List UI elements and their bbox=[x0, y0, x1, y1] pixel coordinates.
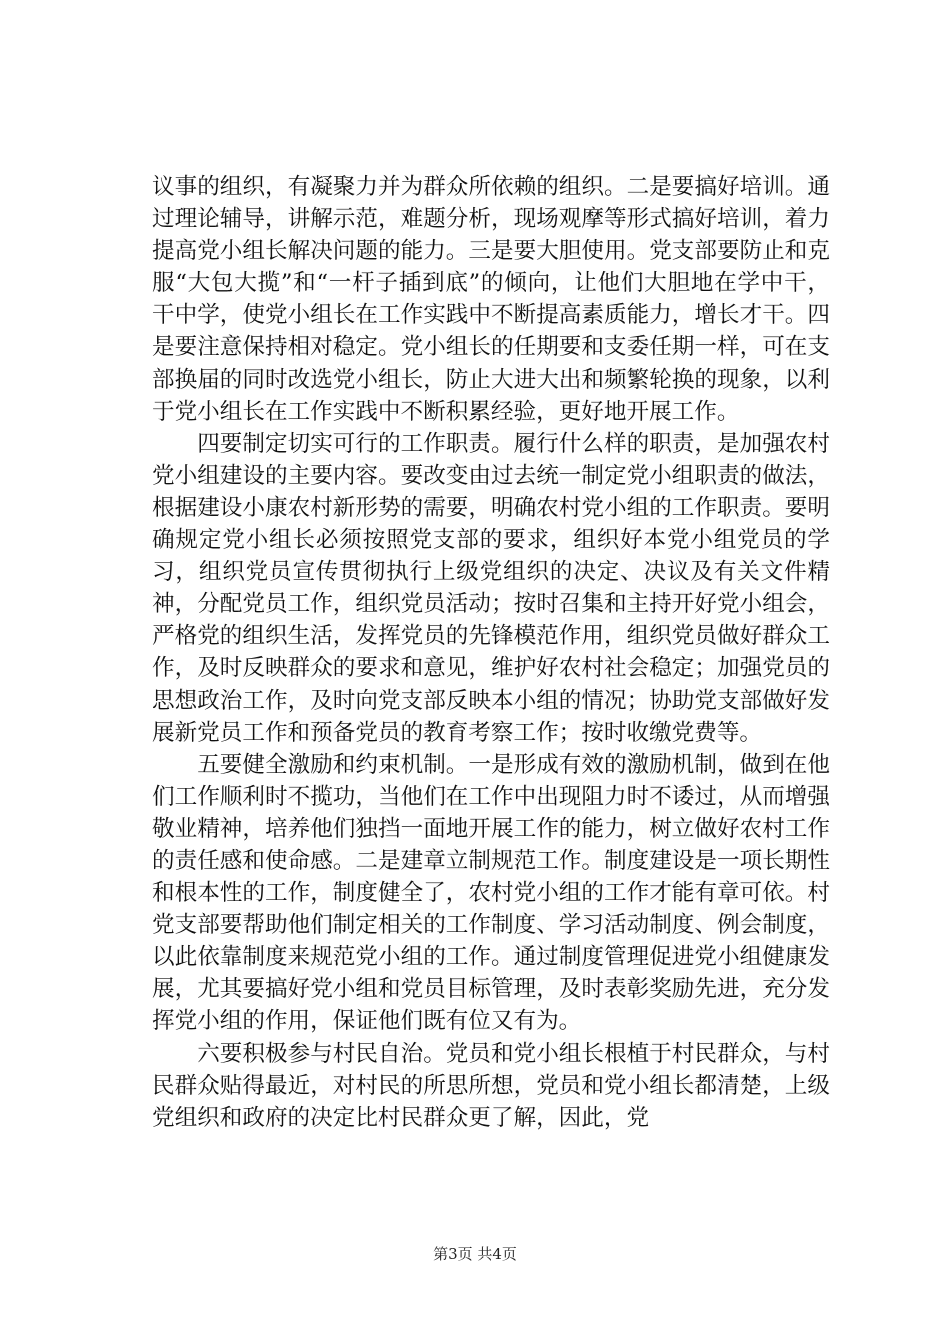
paragraph-4: 六要积极参与村民自治。党员和党小组长根植于村民群众，与村民群众贴得最近，对村民的所思所想，党员和党小组长都清楚，上级党组织和政府的决定比村民群众更了解，因此，党 bbox=[152, 1040, 830, 1131]
document-body bbox=[152, 171, 830, 1134]
paragraph-1: 议事的组织，有凝聚力并为群众所依赖的组织。二是要搞好培训。通过理论辅导，讲解示范，难题分析，现场观摩等形式搞好培训，着力提高党小组长解决问题的能力。三是要大胆使用。党支部要防止和克服“大包大揽”和“一杆子插到底”的倾向，让他们大胆地在学中干，干中学，使党小组长在工作实践中不断提高素质能力，增长才干。四是要注意保持相对稳定。党小组长的任期要和支委任期一样，可在支部换届的同时改选党小组长，防止大进大出和频繁轮换的现象，以利于党小组长在工作实践中不断积累经验，更好地开展工作。 bbox=[152, 174, 830, 425]
paragraph-2: 四要制定切实可行的工作职责。履行什么样的职责，是加强农村党小组建设的主要内容。要改变由过去统一制定党小组职责的做法，根据建设小康农村新形势的需要，明确农村党小组的工作职责。要明确规定党小组长必须按照党支部的要求，组织好本党小组党员的学习，组织党员宣传贯彻执行上级党组织的决定、决议及有关文件精神，分配党员工作，组织党员活动；按时召集和主持开好党小组会，严格党的组织生活，发挥党员的先锋模范作用，组织党员做好群众工作，及时反映群众的要求和意见，维护好农村社会稳定；加强党员的思想政治工作，及时向党支部反映本小组的情况；协助党支部做好发展新党员工作和预备党员的教育考察工作；按时收缴党费等。 bbox=[152, 430, 830, 746]
page-number-footer: 第3页 共4页 bbox=[433, 1245, 517, 1263]
paragraph-3: 五要健全激励和约束机制。一是形成有效的激励机制，做到在他们工作顺利时不揽功，当他们在工作中出现阻力时不诿过，从而增强敬业精神，培养他们独挡一面地开展工作的能力，树立做好农村工作的责任感和使命感。二是建章立制规范工作。制度建设是一项长期性和根本性的工作，制度健全了，农村党小组的工作才能有章可依。村党支部要帮助他们制定相关的工作制度、学习活动制度、例会制度，以此依靠制度来规范党小组的工作。通过制度管理促进党小组健康发展，尤其要搞好党小组和党员目标管理，及时表彰奖励先进，充分发挥党小组的作用，保证他们既有位又有为。 bbox=[152, 751, 830, 1035]
